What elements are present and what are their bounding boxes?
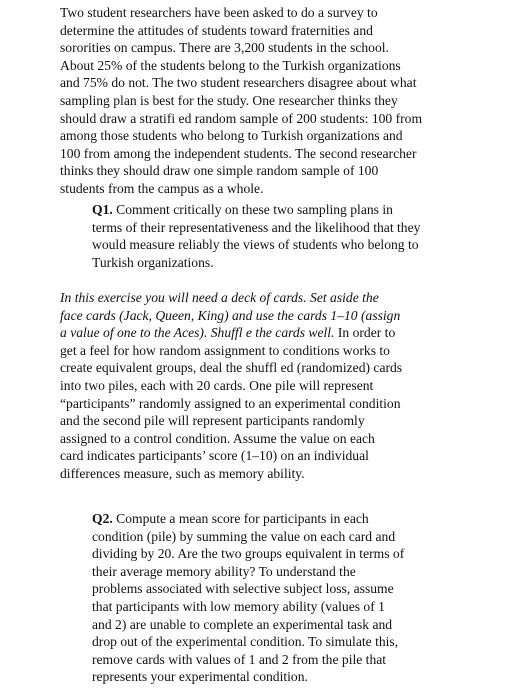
text-line: among those students who belong to Turkish organizations and — [60, 128, 403, 144]
text-line: condition (pile) by summing the value on each card and — [92, 528, 396, 544]
text-line: card indicates participants’ score (1–10) on an individual — [60, 448, 369, 464]
text-line: About 25% of the students belong to the Turkish organizations — [60, 57, 401, 73]
text-line: thinks they should draw one simple random sample of 100 — [60, 163, 379, 179]
text-line: Turkish organizations. — [92, 254, 214, 270]
text-line: determine the attitudes of students toward fraternities and — [60, 22, 373, 38]
text-line: terms of their representativeness and the likelihood that they — [92, 219, 421, 235]
text-line: sororities on campus. There are 3,200 students in the school. — [60, 40, 389, 56]
text-line: problems associated with selective subject loss, assume — [92, 581, 394, 597]
text-line: assigned to a control condition. Assume the value on each — [60, 430, 375, 446]
instruction-text: a value of one to the Aces). Shuffl e the cards well. — [60, 325, 335, 341]
text-line: drop out of the experimental condition. To simulate this, — [92, 634, 399, 650]
text-line: “participants” randomly assigned to an experimental condition — [60, 395, 401, 411]
text-line: students from the campus as a whole. — [60, 180, 264, 196]
text-line — [92, 201, 420, 219]
text-line — [60, 324, 402, 342]
question-text: Comment critically on these two sampling plans in — [112, 202, 393, 217]
text-tail: In order to — [334, 325, 396, 341]
question-label: Q2. — [92, 511, 113, 526]
text-line: get a feel for how random assignment to conditions works to — [60, 342, 390, 358]
instruction-line: face cards (Jack, Queen, King) and use the cards 1–10 (assign — [60, 307, 401, 323]
text-line: and the second pile will represent participants randomly — [60, 413, 365, 429]
text-line: dividing by 20. Are the two groups equivalent in terms of — [92, 546, 405, 562]
text-line: Two student researchers have been asked to do a survey to — [60, 5, 378, 20]
question-label: Q1. — [92, 202, 113, 217]
question-text: Compute a mean score for participants in each — [112, 511, 369, 526]
text-line — [92, 510, 404, 528]
question-1 — [92, 201, 420, 271]
text-line: sampling plan is best for the study. One researcher thinks they — [60, 92, 398, 108]
text-line: that participants with low memory ability (values of 1 — [92, 598, 385, 614]
text-line: would measure reliably the views of students who belong to — [92, 237, 419, 253]
text-line: differences measure, such as memory ability. — [60, 465, 305, 481]
text-line: represents your experimental condition. — [92, 669, 308, 685]
text-line: and 2) are unable to complete an experimental task and — [92, 616, 393, 632]
question-2 — [92, 510, 404, 686]
instruction-line: In this exercise you will need a deck of cards. Set aside the — [60, 290, 379, 305]
text-line: should draw a stratifi ed random sample of 200 students: 100 from — [60, 110, 423, 126]
text-line: create equivalent groups, deal the shuffl ed (randomized) cards — [60, 360, 403, 376]
card-exercise-paragraph — [60, 289, 402, 483]
text-line: remove cards with values of 1 and 2 from the pile that — [92, 651, 387, 667]
text-line: their average memory ability? To understand the — [92, 563, 356, 579]
text-line: and 75% do not. The two student researchers disagree about what — [60, 75, 417, 91]
survey-paragraph — [60, 4, 422, 198]
text-line: 100 from among the independent students. The second researcher — [60, 145, 417, 161]
text-line: into two piles, each with 20 cards. One pile will represent — [60, 377, 374, 393]
